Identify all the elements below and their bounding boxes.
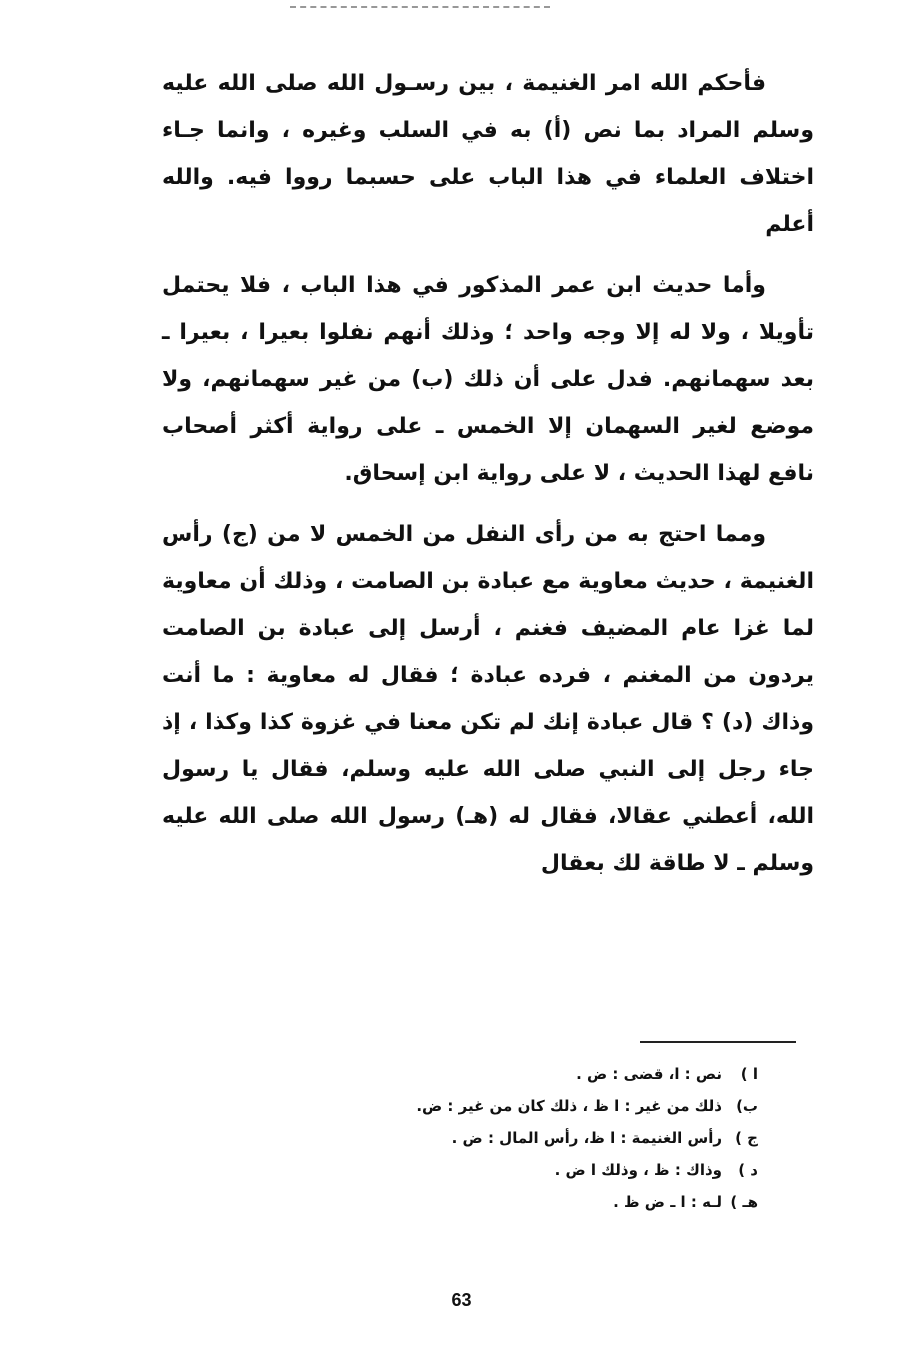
paragraph-1: فأحكم الله امر الغنيمة ، بين رسـول الله صلى الله عليه وسلم المراد بما نص (أ) به في السلب وغيره ، وانما جـاء اختلاف العلماء في هذا الباب على حسبما رووا فيه. والله أعلم <box>162 71 814 237</box>
footnote-d <box>278 1154 758 1186</box>
footnote-j <box>278 1122 758 1154</box>
page-number: 63 <box>451 1290 472 1310</box>
footnote-b <box>278 1090 758 1122</box>
paragraph-3: ومما احتج به من رأى النفل من الخمس لا من (ج) رأس الغنيمة ، حديث معاوية مع عبادة بن الصامت ، وذلك أن معاوية لما غزا عام المضيف فغنم ، أرسل إلى عبادة بن الصامت يردون من المغنم ، فرده عبادة ؛ فقال له معاوية : ما أنت وذاك (د) ؟ قال عبادة إنك لم تكن معنا في غزوة كذا وكذا ، إذ جاء رجل إلى النبي صلى الله عليه وسلم، فقال يا رسول الله، أعطني عقالا، فقال له (هـ) رسول الله صلى الله عليه وسلم ـ لا طاقة لك بعقال <box>162 522 814 876</box>
paragraph-2: وأما حديث ابن عمر المذكور في هذا الباب ، فلا يحتمل تأويلا ، ولا له إلا وجه واحد ؛ وذلك أنهم نفلوا بعيرا ، بعيرا ـ بعد سهمانهم. فدل على أن ذلك (ب) من غير سهمانهم، ولا موضع لغير السهمان إلا الخمس ـ على رواية أكثر أصحاب نافع لهذا الحديث ، لا على رواية ابن إسحاق. <box>162 273 814 486</box>
footnotes-list <box>278 1058 758 1218</box>
footnote-separator <box>640 1041 796 1043</box>
footnote-text: لـه : ا ـ ض ظ . <box>613 1193 722 1211</box>
footnote-marker: ج ) <box>735 1129 758 1147</box>
footnote-text: نص : ا، قضى : ض . <box>576 1065 722 1083</box>
footnote-marker: ب) <box>736 1097 758 1115</box>
footnote-h <box>278 1186 758 1218</box>
footnote-marker: هـ ) <box>730 1193 758 1211</box>
footnote-a <box>278 1058 758 1090</box>
footnote-text: ذلك من غير : ا ظ ، ذلك كان من غير : ض. <box>416 1097 722 1115</box>
header-rule <box>290 6 550 8</box>
footnote-text: وذاك : ظ ، وذلك ا ض . <box>554 1161 722 1179</box>
main-text-block <box>162 60 814 887</box>
footnote-marker: د ) <box>738 1161 758 1179</box>
footnote-text: رأس الغنيمة : ا ظ، رأس المال : ض . <box>451 1129 722 1147</box>
footnote-marker: ا ) <box>740 1065 758 1083</box>
